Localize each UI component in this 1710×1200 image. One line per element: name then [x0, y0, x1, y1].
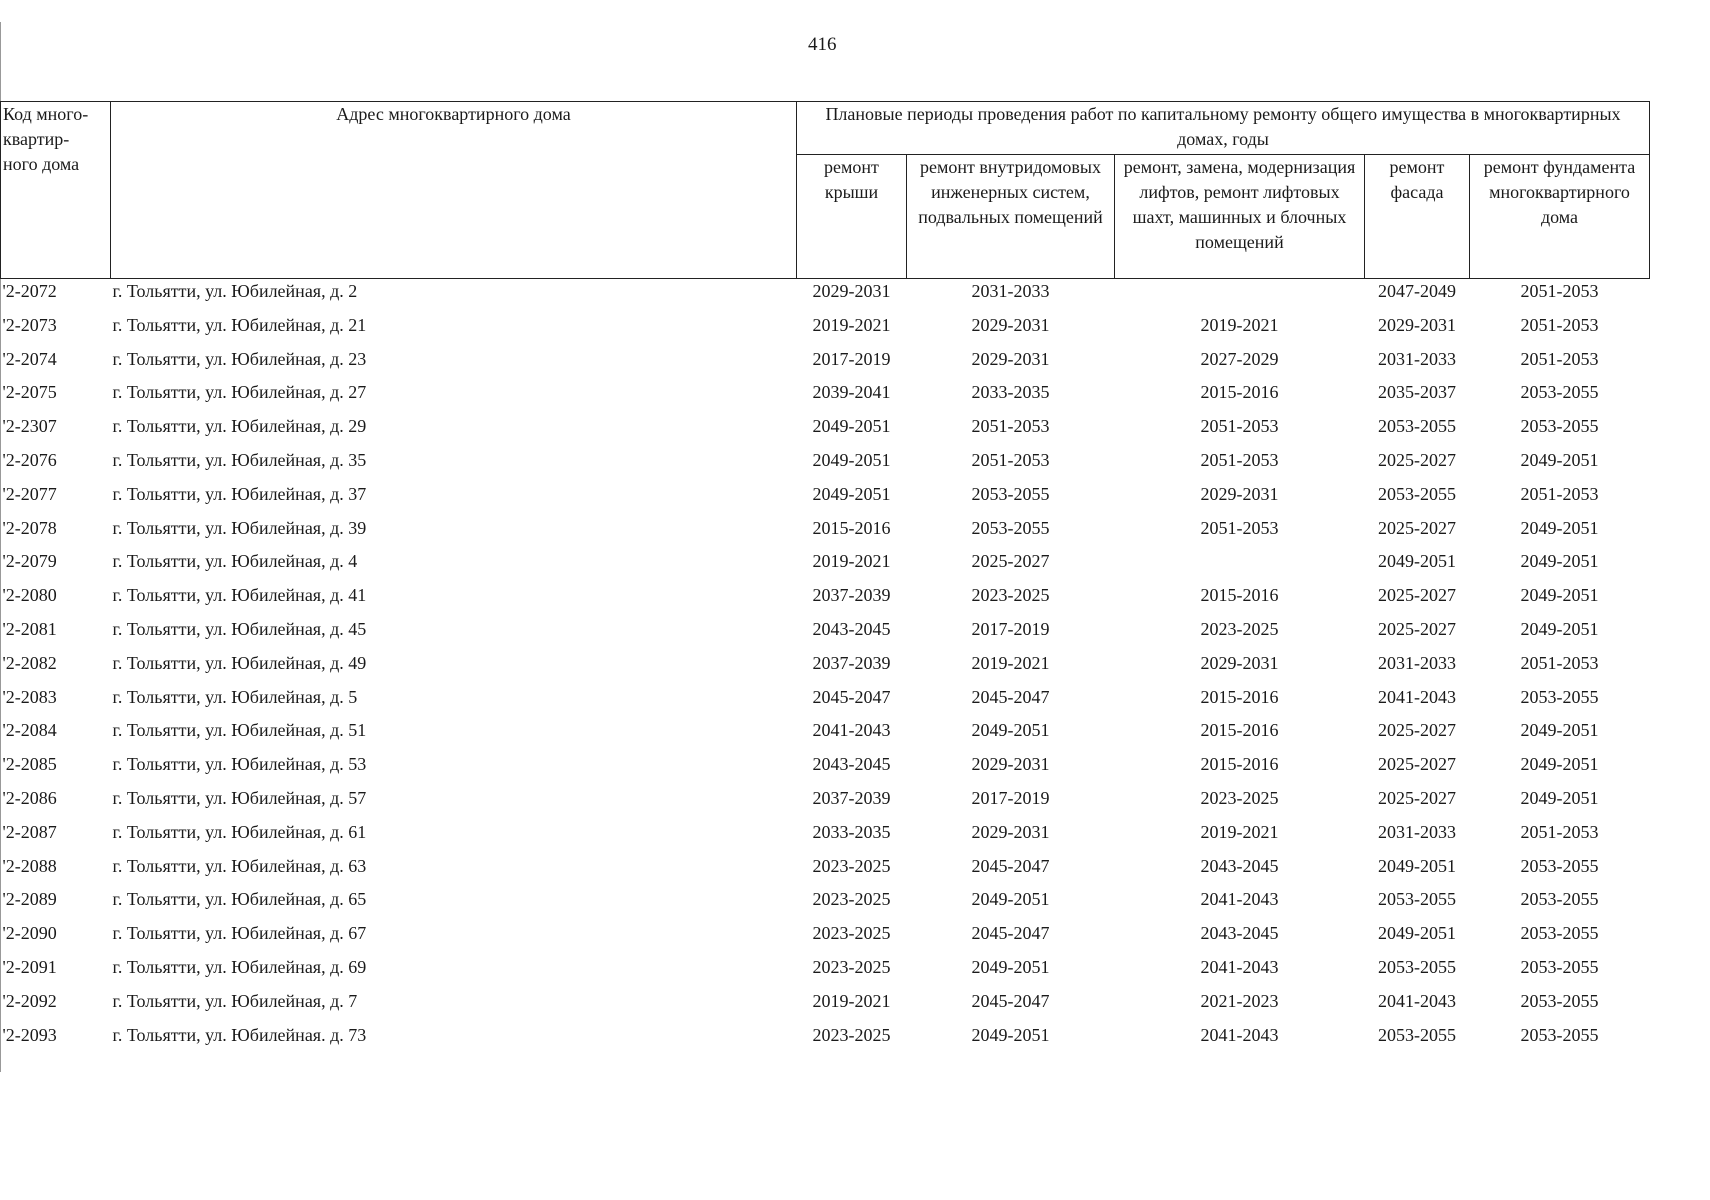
foundation-cell: 2049-2051 — [1520, 720, 1599, 741]
code-cell: '2-2073 — [2, 314, 57, 335]
header-code-line-2: квартир- — [3, 129, 70, 149]
table-row — [1, 753, 1650, 787]
elevators-cell: 2043-2045 — [1200, 923, 1279, 944]
roof-cell: 2037-2039 — [812, 787, 891, 808]
elevators-cell: 2023-2025 — [1200, 787, 1279, 808]
code-cell: '2-2083 — [2, 686, 57, 707]
code-cell: '2-2082 — [2, 652, 57, 673]
engineering-cell: 2029-2031 — [971, 314, 1050, 335]
roof-cell: 2029-2031 — [812, 281, 891, 301]
table-row — [1, 686, 1650, 720]
code-cell: '2-2076 — [2, 449, 57, 470]
roof-cell: 2045-2047 — [812, 686, 891, 707]
facade-cell: 2053-2055 — [1378, 1024, 1456, 1045]
code-cell: '2-2307 — [2, 416, 57, 437]
engineering-cell: 2045-2047 — [971, 923, 1050, 944]
repair-schedule-table — [0, 101, 1650, 1057]
facade-cell: 2031-2033 — [1378, 821, 1456, 842]
table-row — [1, 787, 1650, 821]
elevators-cell: 2051-2053 — [1200, 517, 1279, 538]
facade-cell: 2025-2027 — [1378, 517, 1456, 538]
roof-cell: 2041-2043 — [812, 720, 891, 741]
roof-cell: 2023-2025 — [812, 889, 891, 910]
code-cell: '2-2072 — [2, 281, 57, 301]
elevators-cell — [1115, 550, 1365, 584]
roof-cell: 2043-2045 — [812, 618, 891, 639]
table-row — [1, 381, 1650, 415]
elevators-cell: 2051-2053 — [1200, 449, 1279, 470]
engineering-cell: 2049-2051 — [971, 889, 1050, 910]
facade-cell: 2025-2027 — [1378, 720, 1456, 741]
table-row — [1, 719, 1650, 753]
foundation-cell: 2049-2051 — [1520, 787, 1599, 808]
header-elevators: ремонт, замена, модернизация лифтов, ремонт лифтовых шахт, машинных и блочных помещений — [1115, 155, 1365, 279]
address-cell: г. Тольятти, ул. Юбилейная, д. 65 — [112, 889, 367, 910]
header-address: Адрес многоквартирного дома — [111, 102, 797, 279]
foundation-cell: 2049-2051 — [1520, 449, 1599, 470]
elevators-cell: 2021-2023 — [1200, 990, 1279, 1011]
address-cell: г. Тольятти, ул. Юбилейная, д. 27 — [112, 382, 367, 403]
header-foundation: ремонт фундамента многоквартирного дома — [1470, 155, 1650, 279]
address-cell: г. Тольятти, ул. Юбилейная, д. 67 — [112, 923, 367, 944]
elevators-cell: 2015-2016 — [1200, 754, 1279, 775]
elevators-cell: 2019-2021 — [1200, 821, 1279, 842]
table-row — [1, 888, 1650, 922]
roof-cell: 2049-2051 — [812, 483, 891, 504]
header-facade: ремонт фасада — [1365, 155, 1470, 279]
facade-cell: 2035-2037 — [1378, 382, 1456, 403]
code-cell: '2-2093 — [2, 1024, 57, 1045]
table-row — [1, 618, 1650, 652]
engineering-cell: 2017-2019 — [971, 618, 1050, 639]
roof-cell: 2019-2021 — [812, 551, 891, 572]
header-engineering: ремонт внутридомовых инженерных систем, подвальных помещений — [907, 155, 1115, 279]
foundation-cell: 2053-2055 — [1520, 1024, 1599, 1045]
table-row — [1, 584, 1650, 618]
foundation-cell: 2053-2055 — [1520, 855, 1599, 876]
header-periods-group: Плановые периоды проведения работ по капитальному ремонту общего имущества в многоквартирных домах, годы — [797, 102, 1650, 155]
engineering-cell: 2019-2021 — [971, 652, 1050, 673]
roof-cell: 2023-2025 — [812, 923, 891, 944]
foundation-cell: 2049-2051 — [1520, 754, 1599, 775]
address-cell: г. Тольятти, ул. Юбилейная, д. 21 — [112, 314, 367, 335]
table-row — [1, 855, 1650, 889]
facade-cell: 2025-2027 — [1378, 618, 1456, 639]
address-cell: г. Тольятти, ул. Юбилейная, д. 53 — [112, 754, 367, 775]
facade-cell: 2049-2051 — [1378, 923, 1456, 944]
code-cell: '2-2088 — [2, 855, 57, 876]
facade-cell: 2025-2027 — [1378, 787, 1456, 808]
facade-cell: 2053-2055 — [1378, 483, 1456, 504]
address-cell: г. Тольятти, ул. Юбилейная, д. 7 — [112, 990, 358, 1011]
foundation-cell: 2053-2055 — [1520, 686, 1599, 707]
table-row — [1, 990, 1650, 1024]
code-cell: '2-2090 — [2, 923, 57, 944]
table-row — [1, 314, 1650, 348]
table-row — [1, 550, 1650, 584]
facade-cell: 2041-2043 — [1378, 990, 1456, 1011]
header-code-line-3: ного дома — [3, 154, 80, 174]
facade-cell: 2053-2055 — [1378, 956, 1456, 977]
elevators-cell: 2023-2025 — [1200, 618, 1279, 639]
code-cell: '2-2081 — [2, 618, 57, 639]
table-row — [1, 922, 1650, 956]
roof-cell: 2037-2039 — [812, 652, 891, 673]
table-row — [1, 1024, 1650, 1058]
facade-cell: 2049-2051 — [1378, 551, 1456, 572]
engineering-cell: 2051-2053 — [971, 416, 1050, 437]
facade-cell: 2049-2051 — [1378, 855, 1456, 876]
code-cell: '2-2087 — [2, 821, 57, 842]
elevators-cell: 2041-2043 — [1200, 1024, 1279, 1045]
foundation-cell: 2049-2051 — [1520, 585, 1599, 606]
foundation-cell: 2053-2055 — [1520, 923, 1599, 944]
code-cell: '2-2089 — [2, 889, 57, 910]
roof-cell: 2023-2025 — [812, 855, 891, 876]
address-cell: г. Тольятти, ул. Юбилейная, д. 49 — [112, 652, 367, 673]
roof-cell: 2043-2045 — [812, 754, 891, 775]
elevators-cell: 2051-2053 — [1200, 416, 1279, 437]
elevators-cell: 2041-2043 — [1200, 956, 1279, 977]
table-row — [1, 956, 1650, 990]
engineering-cell: 2051-2053 — [971, 449, 1050, 470]
code-cell: '2-2091 — [2, 956, 57, 977]
roof-cell: 2023-2025 — [812, 1024, 891, 1045]
engineering-cell: 2029-2031 — [971, 821, 1050, 842]
address-cell: г. Тольятти, ул. Юбилейная, д. 35 — [112, 449, 367, 470]
engineering-cell: 2031-2033 — [971, 281, 1050, 301]
table-row — [1, 415, 1650, 449]
foundation-cell: 2051-2053 — [1520, 314, 1599, 335]
header-roof: ремонт крыши — [797, 155, 907, 279]
elevators-cell: 2015-2016 — [1200, 686, 1279, 707]
address-cell: г. Тольятти, ул. Юбилейная, д. 45 — [112, 618, 367, 639]
elevators-cell: 2019-2021 — [1200, 314, 1279, 335]
engineering-cell: 2049-2051 — [971, 720, 1050, 741]
code-cell: '2-2075 — [2, 382, 57, 403]
facade-cell: 2031-2033 — [1378, 652, 1456, 673]
elevators-cell: 2015-2016 — [1200, 585, 1279, 606]
facade-cell: 2041-2043 — [1378, 686, 1456, 707]
code-cell: '2-2086 — [2, 787, 57, 808]
code-cell: '2-2078 — [2, 517, 57, 538]
engineering-cell: 2045-2047 — [971, 855, 1050, 876]
engineering-cell: 2025-2027 — [971, 551, 1050, 572]
address-cell: г. Тольятти, ул. Юбилейная, д. 39 — [112, 517, 367, 538]
table-row — [1, 821, 1650, 855]
page-number: 416 — [808, 34, 837, 55]
address-cell: г. Тольятти, ул. Юбилейная, д. 61 — [112, 821, 367, 842]
table-row — [1, 449, 1650, 483]
address-cell: г. Тольятти, ул. Юбилейная, д. 57 — [112, 787, 367, 808]
facade-cell: 2025-2027 — [1378, 585, 1456, 606]
roof-cell: 2039-2041 — [812, 382, 891, 403]
table-row — [1, 348, 1650, 382]
elevators-cell: 2015-2016 — [1200, 382, 1279, 403]
engineering-cell: 2029-2031 — [971, 348, 1050, 369]
table-row — [1, 652, 1650, 686]
foundation-cell: 2049-2051 — [1520, 517, 1599, 538]
engineering-cell: 2033-2035 — [971, 382, 1050, 403]
foundation-cell: 2053-2055 — [1520, 416, 1599, 437]
foundation-cell: 2049-2051 — [1520, 618, 1599, 639]
roof-cell: 2017-2019 — [812, 348, 891, 369]
table-row — [1, 279, 1650, 314]
engineering-cell: 2029-2031 — [971, 754, 1050, 775]
facade-cell: 2031-2033 — [1378, 348, 1456, 369]
roof-cell: 2037-2039 — [812, 585, 891, 606]
address-cell: г. Тольятти, ул. Юбилейная, д. 63 — [112, 855, 367, 876]
address-cell: г. Тольятти, ул. Юбилейная, д. 2 — [112, 281, 358, 301]
roof-cell: 2049-2051 — [812, 416, 891, 437]
facade-cell: 2053-2055 — [1378, 889, 1456, 910]
address-cell: г. Тольятти, ул. Юбилейная, д. 37 — [112, 483, 367, 504]
elevators-cell: 2029-2031 — [1200, 652, 1279, 673]
foundation-cell: 2053-2055 — [1520, 956, 1599, 977]
header-code — [1, 102, 111, 279]
facade-cell: 2025-2027 — [1378, 754, 1456, 775]
code-cell: '2-2084 — [2, 720, 57, 741]
engineering-cell: 2053-2055 — [971, 517, 1050, 538]
roof-cell: 2023-2025 — [812, 956, 891, 977]
foundation-cell: 2053-2055 — [1520, 990, 1599, 1011]
foundation-cell: 2051-2053 — [1520, 821, 1599, 842]
engineering-cell: 2045-2047 — [971, 686, 1050, 707]
code-cell: '2-2092 — [2, 990, 57, 1011]
facade-cell: 2025-2027 — [1378, 449, 1456, 470]
elevators-cell: 2041-2043 — [1200, 889, 1279, 910]
table-body — [1, 279, 1650, 1058]
code-cell: '2-2080 — [2, 585, 57, 606]
address-cell: г. Тольятти, ул. Юбилейная. д. 73 — [112, 1024, 367, 1045]
foundation-cell: 2051-2053 — [1520, 483, 1599, 504]
elevators-cell — [1115, 279, 1365, 314]
engineering-cell: 2045-2047 — [971, 990, 1050, 1011]
engineering-cell: 2053-2055 — [971, 483, 1050, 504]
table-row — [1, 483, 1650, 517]
code-cell: '2-2074 — [2, 348, 57, 369]
elevators-cell: 2027-2029 — [1200, 348, 1279, 369]
address-cell: г. Тольятти, ул. Юбилейная, д. 29 — [112, 416, 367, 437]
address-cell: г. Тольятти, ул. Юбилейная, д. 5 — [112, 686, 358, 707]
code-cell: '2-2085 — [2, 754, 57, 775]
foundation-cell: 2053-2055 — [1520, 889, 1599, 910]
foundation-cell: 2053-2055 — [1520, 382, 1599, 403]
foundation-cell: 2049-2051 — [1520, 551, 1599, 572]
foundation-cell: 2051-2053 — [1520, 281, 1599, 301]
foundation-cell: 2051-2053 — [1520, 348, 1599, 369]
elevators-cell: 2043-2045 — [1200, 855, 1279, 876]
address-cell: г. Тольятти, ул. Юбилейная, д. 41 — [112, 585, 367, 606]
engineering-cell: 2049-2051 — [971, 1024, 1050, 1045]
engineering-cell: 2023-2025 — [971, 585, 1050, 606]
roof-cell: 2019-2021 — [812, 314, 891, 335]
address-cell: г. Тольятти, ул. Юбилейная, д. 51 — [112, 720, 367, 741]
foundation-cell: 2051-2053 — [1520, 652, 1599, 673]
address-cell: г. Тольятти, ул. Юбилейная, д. 4 — [112, 551, 358, 572]
roof-cell: 2015-2016 — [812, 517, 891, 538]
code-cell: '2-2077 — [2, 483, 57, 504]
roof-cell: 2033-2035 — [812, 821, 891, 842]
header-code-line-1: Код много- — [3, 104, 89, 124]
code-cell: '2-2079 — [2, 551, 57, 572]
facade-cell: 2053-2055 — [1378, 416, 1456, 437]
roof-cell: 2049-2051 — [812, 449, 891, 470]
engineering-cell: 2049-2051 — [971, 956, 1050, 977]
table-row — [1, 517, 1650, 551]
elevators-cell: 2029-2031 — [1200, 483, 1279, 504]
roof-cell: 2019-2021 — [812, 990, 891, 1011]
engineering-cell: 2017-2019 — [971, 787, 1050, 808]
elevators-cell: 2015-2016 — [1200, 720, 1279, 741]
facade-cell: 2029-2031 — [1378, 314, 1456, 335]
facade-cell: 2047-2049 — [1378, 281, 1456, 301]
address-cell: г. Тольятти, ул. Юбилейная, д. 23 — [112, 348, 367, 369]
address-cell: г. Тольятти, ул. Юбилейная, д. 69 — [112, 956, 367, 977]
